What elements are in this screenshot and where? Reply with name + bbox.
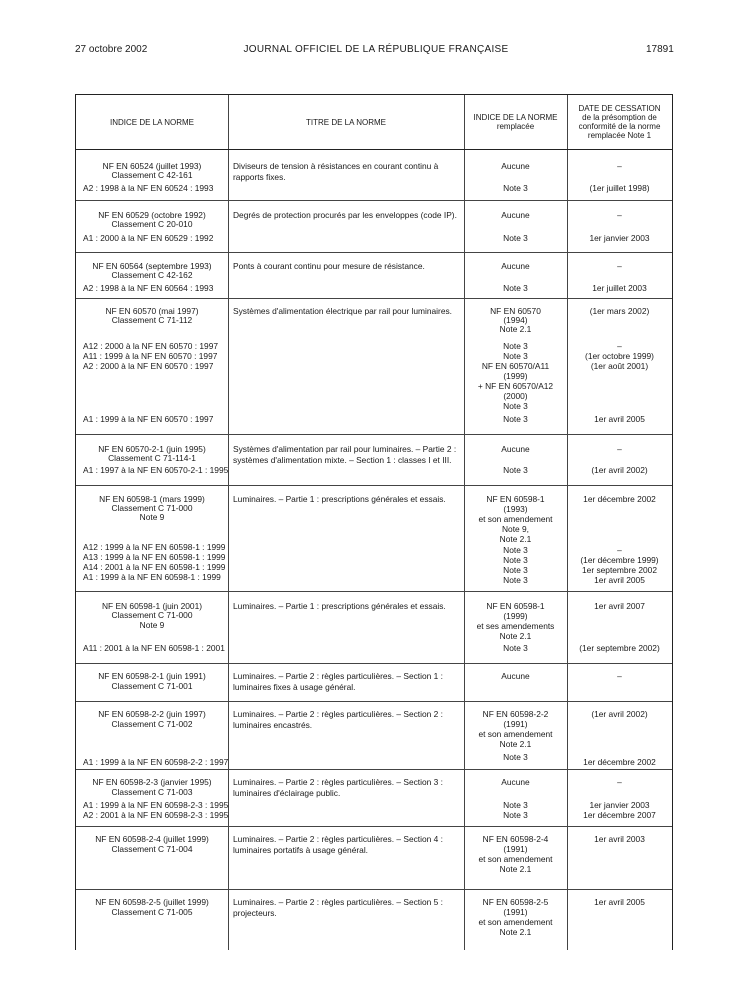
standard-id-line: NF EN 60570-2-1 (juin 1995) <box>98 444 206 454</box>
replaced-standard-line: (2000) <box>503 391 528 401</box>
replaced-standard-line: et son amendement <box>478 854 553 864</box>
table-header <box>76 95 672 150</box>
standard-title: Diviseurs de tension à résistances en courant continu à rapports fixes. <box>233 161 439 182</box>
cell-indice <box>76 485 228 591</box>
replaced-standard-line: Note 2.1 <box>499 631 532 641</box>
table-row <box>76 663 672 702</box>
cessation-date-line: 1er avril 2005 <box>594 575 645 585</box>
cell-date <box>567 434 672 485</box>
cell-titre <box>228 252 464 298</box>
standard-id-line: Classement C 71-005 <box>111 907 193 917</box>
amendment-line: A2 : 2001 à la NF EN 60598-2-3 : 1995 <box>83 810 229 820</box>
standard-title: Systèmes d'alimentation électrique par rail pour luminaires. <box>233 306 452 316</box>
cell-titre <box>228 663 464 701</box>
replaced-standard-line: NF EN 60598-1 <box>486 494 545 504</box>
cell-indice <box>76 701 228 769</box>
amendment-line: A2 : 2000 à la NF EN 60570 : 1997 <box>83 361 214 371</box>
replaced-standard-line: NF EN 60598-2-5 <box>482 897 549 907</box>
standard-title: Luminaires. – Partie 2 : règles particulières. – Section 3 : luminaires d'éclairage public. <box>233 777 443 798</box>
replaced-standard-line: (1994) <box>503 315 528 325</box>
replaced-standard-line: Note 3 <box>503 800 528 810</box>
cell-date <box>567 663 672 701</box>
amendment-line: A12 : 2000 à la NF EN 60570 : 1997 <box>83 341 219 351</box>
amendment-line: A1 : 1999 à la NF EN 60598-1 : 1999 <box>83 572 221 582</box>
cell-titre <box>228 434 464 485</box>
replaced-standard-line: Note 3 <box>503 465 528 475</box>
cessation-date-line: 1er avril 2005 <box>594 414 645 424</box>
replaced-standard-line: Note 2.1 <box>499 864 532 874</box>
replaced-standard-line: NF EN 60598-2-2 <box>482 709 549 719</box>
cell-titre <box>228 149 464 200</box>
cell-indice <box>76 200 228 252</box>
cessation-date-line: (1er décembre 1999) <box>580 555 659 565</box>
replaced-standard-line: (1999) <box>503 611 528 621</box>
replaced-standard-line: Aucune <box>501 161 530 171</box>
replaced-standard-line: et son amendement <box>478 729 553 739</box>
replaced-standard-line: (1993) <box>503 504 528 514</box>
cell-remplacee <box>464 149 567 200</box>
cessation-date-line: (1er septembre 2002) <box>579 643 660 653</box>
replaced-standard-line: Note 2.1 <box>499 534 532 544</box>
standard-title: Luminaires. – Partie 2 : règles particulières. – Section 4 : luminaires portatifs à usage général. <box>233 834 443 855</box>
standard-id-line: Note 9 <box>139 620 165 630</box>
amendment-line: A1 : 1997 à la NF EN 60570-2-1 : 1995 <box>83 465 229 475</box>
replaced-standard-line: Note 3 <box>503 351 528 361</box>
standard-id-line: Classement C 71-003 <box>111 787 193 797</box>
cell-remplacee <box>464 485 567 591</box>
replaced-standard-line: Note 3 <box>503 183 528 193</box>
cessation-date-line: (1er août 2001) <box>590 361 649 371</box>
standard-title: Luminaires. – Partie 2 : règles particulières. – Section 2 : luminaires encastrés. <box>233 709 443 730</box>
cessation-date-line: (1er octobre 1999) <box>585 351 654 361</box>
cell-date <box>567 826 672 889</box>
cell-titre <box>228 200 464 252</box>
standard-id-line: NF EN 60524 (juillet 1993) <box>102 161 202 171</box>
table-row <box>76 149 672 201</box>
cessation-date-line: – <box>617 444 622 454</box>
standard-title: Ponts à courant continu pour mesure de résistance. <box>233 261 425 271</box>
cell-titre <box>228 298 464 434</box>
cell-indice <box>76 252 228 298</box>
table-row <box>76 591 672 664</box>
standard-id-line: NF EN 60529 (octobre 1992) <box>98 210 206 220</box>
replaced-standard-line: Aucune <box>501 777 530 787</box>
cessation-date-line: (1er mars 2002) <box>589 306 650 316</box>
cell-remplacee <box>464 826 567 889</box>
cessation-date-line: 1er janvier 2003 <box>589 800 650 810</box>
table-row <box>76 769 672 827</box>
standard-id-line: NF EN 60564 (septembre 1993) <box>92 261 212 271</box>
replaced-standard-line: Note 2.1 <box>499 324 532 334</box>
cell-remplacee <box>464 663 567 701</box>
replaced-standard-line: NF EN 60570 <box>490 306 541 316</box>
standard-id-line: Classement C 42-162 <box>111 270 193 280</box>
cell-titre <box>228 701 464 769</box>
cell-titre <box>228 889 464 950</box>
cell-indice <box>76 663 228 701</box>
standard-id-line: Classement C 71-000 <box>111 610 193 620</box>
cessation-date-line: 1er décembre 2002 <box>583 757 656 767</box>
table-row <box>76 200 672 253</box>
replaced-standard-line: Note 3 <box>503 545 528 555</box>
amendment-line: A1 : 1999 à la NF EN 60598-2-2 : 1997 <box>83 757 229 767</box>
standard-id-line: NF EN 60598-2-2 (juin 1997) <box>98 709 206 719</box>
standard-title: Luminaires. – Partie 1 : prescriptions générales et essais. <box>233 494 446 504</box>
table-row <box>76 701 672 770</box>
amendment-line: A13 : 1999 à la NF EN 60598-1 : 1999 <box>83 552 226 562</box>
standard-id-line: Classement C 42-161 <box>111 170 193 180</box>
cessation-date-line: – <box>617 161 622 171</box>
replaced-standard-line: + NF EN 60570/A12 <box>477 381 554 391</box>
cell-indice <box>76 591 228 663</box>
cessation-date-line: – <box>617 261 622 271</box>
standard-id-line: NF EN 60598-1 (mars 1999) <box>99 494 205 504</box>
table-row <box>76 889 672 950</box>
replaced-standard-line: (1991) <box>503 719 528 729</box>
amendment-line: A2 : 1998 à la NF EN 60564 : 1993 <box>83 283 214 293</box>
cell-remplacee <box>464 434 567 485</box>
cessation-date-line: – <box>617 210 622 220</box>
cell-date <box>567 252 672 298</box>
table-row <box>76 252 672 299</box>
cessation-date-line: 1er décembre 2002 <box>583 494 656 504</box>
col-header-titre: TITRE DE LA NORME <box>305 117 386 127</box>
replaced-standard-line: Note 3 <box>503 283 528 293</box>
amendment-line: A11 : 2001 à la NF EN 60598-1 : 2001 <box>83 643 225 653</box>
cessation-date-line: (1er avril 2002) <box>591 465 648 475</box>
amendment-line: A1 : 1999 à la NF EN 60598-2-3 : 1995 <box>83 800 229 810</box>
cell-remplacee <box>464 889 567 950</box>
cell-date <box>567 298 672 434</box>
standard-id-line: NF EN 60598-2-5 (juillet 1999) <box>95 897 209 907</box>
replaced-standard-line: Note 3 <box>503 401 528 411</box>
standard-id-line: Classement C 71-002 <box>111 719 193 729</box>
cell-date <box>567 889 672 950</box>
replaced-standard-line: NF EN 60598-1 <box>486 601 545 611</box>
cell-indice <box>76 434 228 485</box>
cell-titre <box>228 826 464 889</box>
standard-id-line: NF EN 60570 (mai 1997) <box>105 306 199 316</box>
standard-title: Luminaires. – Partie 2 : règles particulières. – Section 1 : luminaires fixes à usage général. <box>233 671 443 692</box>
cell-date <box>567 485 672 591</box>
cell-date <box>567 149 672 200</box>
replaced-standard-line: (1991) <box>503 907 528 917</box>
replaced-standard-line: Note 3 <box>503 643 528 653</box>
standard-id-line: Classement C 20-010 <box>111 219 193 229</box>
standard-id-line: NF EN 60598-2-4 (juillet 1999) <box>95 834 209 844</box>
standard-id-line: NF EN 60598-2-1 (juin 1991) <box>98 671 206 681</box>
standards-table <box>75 94 673 950</box>
cell-titre <box>228 591 464 663</box>
standard-title: Systèmes d'alimentation par rail pour luminaires. – Partie 2 : systèmes d'alimentation mixte. – Section 1 : classes I et III. <box>233 444 457 465</box>
replaced-standard-line: Note 3 <box>503 752 528 762</box>
cell-indice <box>76 889 228 950</box>
table-row <box>76 434 672 486</box>
cell-remplacee <box>464 591 567 663</box>
standard-id-line: Classement C 71-114-1 <box>108 453 196 463</box>
replaced-standard-line: NF EN 60598-2-4 <box>482 834 549 844</box>
cessation-date-line: (1er juillet 1998) <box>589 183 650 193</box>
cell-indice <box>76 149 228 200</box>
amendment-line: A1 : 1999 à la NF EN 60570 : 1997 <box>83 414 214 424</box>
col-header-remplacee: INDICE DE LA NORME remplacée <box>473 113 558 131</box>
table-row <box>76 485 672 592</box>
replaced-standard-line: (1991) <box>503 844 528 854</box>
replaced-standard-line: Aucune <box>501 671 530 681</box>
amendment-line: A2 : 1998 à la NF EN 60524 : 1993 <box>83 183 214 193</box>
journal-title: JOURNAL OFFICIEL DE LA RÉPUBLIQUE FRANÇAISE <box>243 44 509 55</box>
col-header-indice: INDICE DE LA NORME <box>109 117 194 127</box>
page-number: 17891 <box>646 44 674 55</box>
cessation-date-line: 1er décembre 2007 <box>583 810 656 820</box>
cell-titre <box>228 485 464 591</box>
standard-id-line: Classement C 71-112 <box>111 315 193 325</box>
cessation-date-line: 1er septembre 2002 <box>582 565 657 575</box>
cell-date <box>567 591 672 663</box>
standard-id-line: NF EN 60598-2-3 (janvier 1995) <box>92 777 212 787</box>
amendment-line: A12 : 1999 à la NF EN 60598-1 : 1999 <box>83 542 226 552</box>
cessation-date-line: (1er avril 2002) <box>591 709 648 719</box>
col-header-date: DATE DE CESSATION de la présomption de conformité de la norme remplacée Note 1 <box>578 104 661 140</box>
standard-title: Degrés de protection procurés par les enveloppes (code IP). <box>233 210 457 220</box>
cessation-date-line: 1er juillet 2003 <box>592 283 647 293</box>
amendment-line: A11 : 1999 à la NF EN 60570 : 1997 <box>83 351 218 361</box>
cell-indice <box>76 826 228 889</box>
cessation-date-line: – <box>617 777 622 787</box>
cessation-date-line: – <box>617 545 622 555</box>
replaced-standard-line: Aucune <box>501 261 530 271</box>
cessation-date-line: 1er janvier 2003 <box>589 233 650 243</box>
replaced-standard-line: Note 3 <box>503 233 528 243</box>
cell-remplacee <box>464 200 567 252</box>
cell-date <box>567 701 672 769</box>
table-row <box>76 298 672 435</box>
header-date: 27 octobre 2002 <box>75 44 148 55</box>
cessation-date-line: – <box>617 671 622 681</box>
cessation-date-line: 1er avril 2007 <box>594 601 645 611</box>
standard-id-line: Note 9 <box>139 512 165 522</box>
cell-remplacee <box>464 298 567 434</box>
replaced-standard-line: Note 3 <box>503 810 528 820</box>
cell-remplacee <box>464 252 567 298</box>
table-row <box>76 826 672 890</box>
cell-remplacee <box>464 769 567 826</box>
standard-title: Luminaires. – Partie 1 : prescriptions générales et essais. <box>233 601 446 611</box>
cell-date <box>567 769 672 826</box>
replaced-standard-line: Note 2.1 <box>499 739 532 749</box>
replaced-standard-line: Note 3 <box>503 565 528 575</box>
cessation-date-line: 1er avril 2005 <box>594 897 645 907</box>
replaced-standard-line: Aucune <box>501 210 530 220</box>
replaced-standard-line: et son amendement <box>478 917 553 927</box>
replaced-standard-line: NF EN 60570/A11 <box>481 361 550 371</box>
cell-remplacee <box>464 701 567 769</box>
standard-id-line: NF EN 60598-1 (juin 2001) <box>101 601 203 611</box>
replaced-standard-line: Note 3 <box>503 555 528 565</box>
cell-indice <box>76 298 228 434</box>
cell-date <box>567 200 672 252</box>
replaced-standard-line: Note 9, <box>501 524 529 534</box>
standard-id-line: Classement C 71-004 <box>111 844 193 854</box>
replaced-standard-line: Aucune <box>501 444 530 454</box>
cell-indice <box>76 769 228 826</box>
standard-id-line: Classement C 71-001 <box>111 681 193 691</box>
replaced-standard-line: Note 2.1 <box>499 927 532 937</box>
replaced-standard-line: et ses amendements <box>476 621 555 631</box>
cessation-date-line: 1er avril 2003 <box>594 834 645 844</box>
standard-title: Luminaires. – Partie 2 : règles particulières. – Section 5 : projecteurs. <box>233 897 443 918</box>
amendment-line: A14 : 2001 à la NF EN 60598-1 : 1999 <box>83 562 226 572</box>
replaced-standard-line: Note 3 <box>503 575 528 585</box>
replaced-standard-line: Note 3 <box>503 414 528 424</box>
standard-id-line: Classement C 71-000 <box>111 503 193 513</box>
cessation-date-line: – <box>617 341 622 351</box>
replaced-standard-line: et son amendement <box>478 514 553 524</box>
replaced-standard-line: Note 3 <box>503 341 528 351</box>
amendment-line: A1 : 2000 à la NF EN 60529 : 1992 <box>83 233 214 243</box>
replaced-standard-line: (1999) <box>503 371 528 381</box>
cell-titre <box>228 769 464 826</box>
